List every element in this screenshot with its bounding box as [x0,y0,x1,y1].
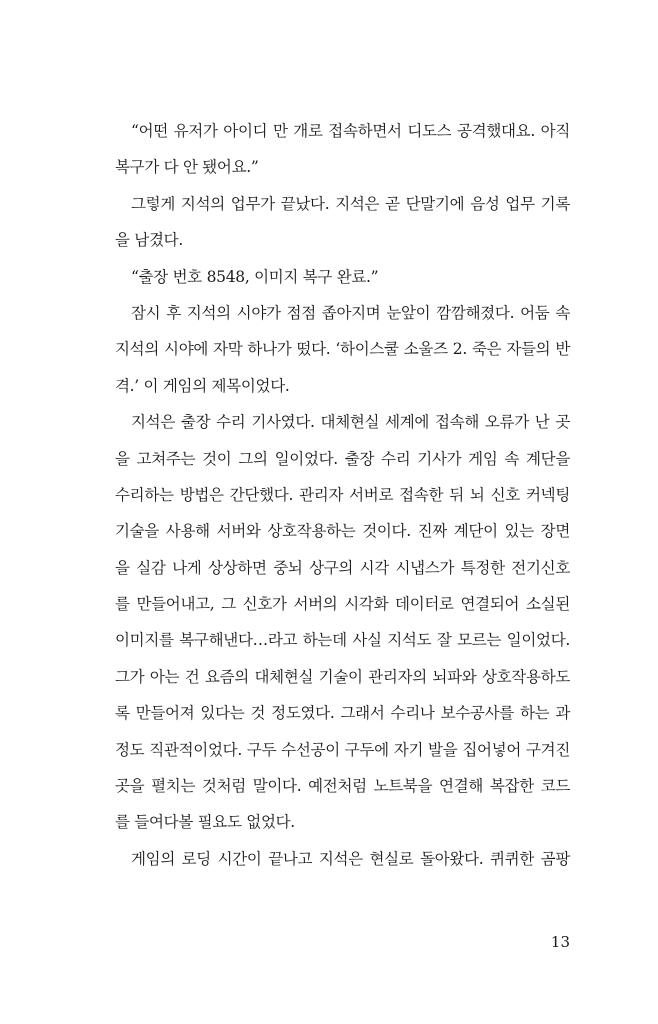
text-line: 복구가 다 안 됐어요.” [115,158,259,177]
text-line: 록 만들어져 있다는 것 정도였다. 그래서 수리나 보수공사를 하는 과 [115,704,570,723]
text-line: 격.’ 이 게임의 제목이었다. [115,376,290,395]
text-line: “출장 번호 8548, 이미지 복구 완료.” [131,267,379,286]
page-number: 13 [550,933,570,951]
text-line: 를 만들어내고, 그 신호가 서버의 시각화 데이터로 연결되어 소실된 [115,595,570,614]
text-line: 곳을 펼치는 것처럼 말이다. 예전처럼 노트북을 연결해 복잡한 코드 [115,777,570,796]
text-line: 을 남겼다. [115,231,183,250]
text-line: 잠시 후 지석의 시야가 점점 좁아지며 눈앞이 깜깜해졌다. 어둠 속 [131,303,570,322]
text-line: “어떤 유저가 아이디 만 개로 접속하면서 디도스 공격했대요. 아직 [131,122,570,140]
text-line: 이미지를 복구해낸다…라고 하는데 사실 지석도 잘 모르는 일이었다. [115,631,570,650]
text-line: 그가 아는 건 요즘의 대체현실 기술이 관리자의 뇌파와 상호작용하도 [115,667,570,686]
text-line: 수리하는 방법은 간단했다. 관리자 서버로 접속한 뒤 뇌 신호 커넥팅 [115,485,570,504]
text-line: 지석은 출장 수리 기사였다. 대체현실 세계에 접속해 오류가 난 곳 [131,413,570,432]
text-line: 을 고쳐주는 것이 그의 일이었다. 출장 수리 기사가 게임 속 계단을 [115,449,570,468]
text-line: 을 실감 나게 상상하면 중뇌 상구의 시각 시냅스가 특정한 전기신호 [115,558,570,577]
text-line: 지석의 시야에 자막 하나가 떴다. ‘하이스쿨 소울즈 2. 죽은 자들의 반 [115,340,570,359]
text-line: 게임의 로딩 시간이 끝나고 지석은 현실로 돌아왔다. 퀴퀴한 곰팡 [131,849,570,868]
body-text [115,113,570,877]
text-line: 정도 직관적이었다. 구두 수선공이 구두에 자기 발을 집어넣어 구겨진 [115,740,570,759]
text-line: 를 들여다볼 필요도 없었다. [115,813,295,832]
text-line: 기술을 사용해 서버와 상호작용하는 것이다. 진짜 계단이 있는 장면 [115,522,570,541]
text-line: 그렇게 지석의 업무가 끝났다. 지석은 곧 단말기에 음성 업무 기록 [131,194,570,213]
